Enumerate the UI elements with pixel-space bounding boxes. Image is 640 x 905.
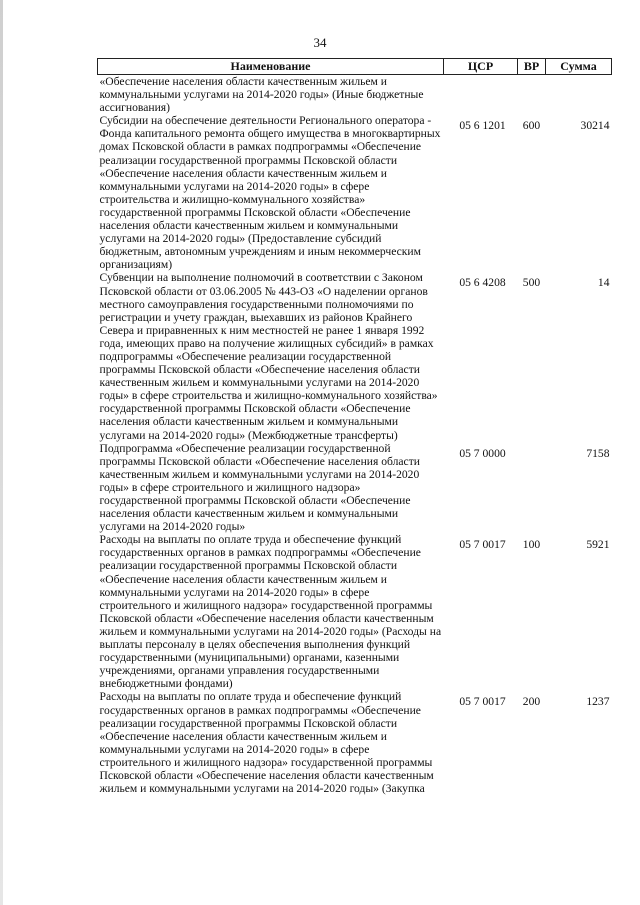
row-csr: 05 6 1201 <box>459 119 506 133</box>
header-sum: Сумма <box>546 59 612 75</box>
row-sum: 30214 <box>580 119 610 133</box>
page-number: 34 <box>313 35 327 50</box>
budget-table <box>97 58 612 795</box>
row-name: Подпрограмма «Обеспечение реализации государственной программы Псковской области «Обеспечение населения области качественным жильем и коммунальными услугами на 2014-2020 годы» в сфере строительного и жилищного надзора» государственной программы Псковской области «Обеспечение населения области качественным жильем и коммунальными услугами на 2014-2020 годы» <box>99 441 420 534</box>
row-sum <box>546 75 612 115</box>
table-row <box>98 75 612 115</box>
header-vr: ВР <box>518 59 546 75</box>
row-name: «Обеспечение населения области качественным жильем и коммунальными услугами на 2014-2020 годы» (Иные бюджетные ассигнования) <box>99 75 424 115</box>
row-sum: 7158 <box>586 446 610 460</box>
row-vr: 600 <box>522 119 541 133</box>
row-sum: 5921 <box>586 538 610 552</box>
row-sum: 14 <box>597 276 610 290</box>
table-row <box>98 271 612 441</box>
header-name: Наименование <box>98 59 444 75</box>
header-csr: ЦСР <box>444 59 518 75</box>
table-row <box>98 114 612 271</box>
row-name: Субвенции на выполнение полномочий в соответствии с Законом Псковской области от 03.06.2005 № 443-ОЗ «О наделении органов местного самоуправления государственными полномочиями по регистрации и учету граждан, выехавших из районов Крайнего Севера и приравненных к ним местностей не ранее 1 января 1992 года, имеющих право на получение жилищных субсидий» в рамках подпрограммы «Обеспечение реализации государственной программы Псковской области «Обеспечение населения области качественным жильем и коммунальными услугами на 2014-2020 годы» в сфере строительства и жилищно-коммунального хозяйства» государственной программы Псковской области «Обеспечение населения области качественным жильем и коммунальными услугами на 2014-2020 годы» (Межбюджетные трансферты) <box>99 271 438 442</box>
row-csr: 05 7 0017 <box>459 538 506 552</box>
table-header-row <box>98 59 612 75</box>
row-vr: 200 <box>522 695 541 709</box>
table-row <box>98 533 612 690</box>
row-csr: 05 7 0017 <box>459 695 506 709</box>
row-vr: 500 <box>522 276 541 290</box>
row-name: Субсидии на обеспечение деятельности Регионального оператора - Фонда капитального ремонта общего имущества в многоквартирных домах Псковской области в рамках подпрограммы «Обеспечение реализации государственной программы Псковской области «Обеспечение населения области качественным жильем и коммунальными услугами на 2014-2020 годы» в сфере строительства и жилищно-коммунального хозяйства» государственной программы Псковской области «Обеспечение населения области качественным жильем и коммунальными услугами на 2014-2020 годы» (Предоставление субсидий бюджетным, автономным учреждениям и иным некоммерческим организациям) <box>99 114 441 272</box>
table-row <box>98 690 612 795</box>
row-sum: 1237 <box>586 695 610 709</box>
scan-edge <box>0 0 3 905</box>
row-csr: 05 6 4208 <box>459 276 506 290</box>
row-name: Расходы на выплаты по оплате труда и обеспечение функций государственных органов в рамках подпрограммы «Обеспечение реализации государственной программы Псковской области «Обеспечение населения области качественным жильем и коммунальными услугами на 2014-2020 годы» в сфере строительного и жилищного надзора» государственной программы Псковской области «Обеспечение населения области качественным жильем и коммунальными услугами на 2014-2020 годы» (Закупка <box>99 690 434 796</box>
table-row <box>98 442 612 534</box>
row-vr: 100 <box>522 538 541 552</box>
row-name: Расходы на выплаты по оплате труда и обеспечение функций государственных органов в рамках подпрограммы «Обеспечение реализации государственной программы Псковской области «Обеспечение населения области качественным жильем и коммунальными услугами на 2014-2020 годы» в сфере строительного и жилищного надзора» государственной программы Псковской области «Обеспечение населения области качественным жильем и коммунальными услугами на 2014-2020 годы» (Расходы на выплаты персоналу в целях обеспечения выполнения функций государственными (муниципальными) органами, казенными учреждениями, органами управления государственными внебюджетными фондами) <box>99 533 442 691</box>
row-csr: 05 7 0000 <box>459 446 506 460</box>
row-vr <box>518 442 546 534</box>
row-vr <box>518 75 546 115</box>
row-csr <box>444 75 518 115</box>
